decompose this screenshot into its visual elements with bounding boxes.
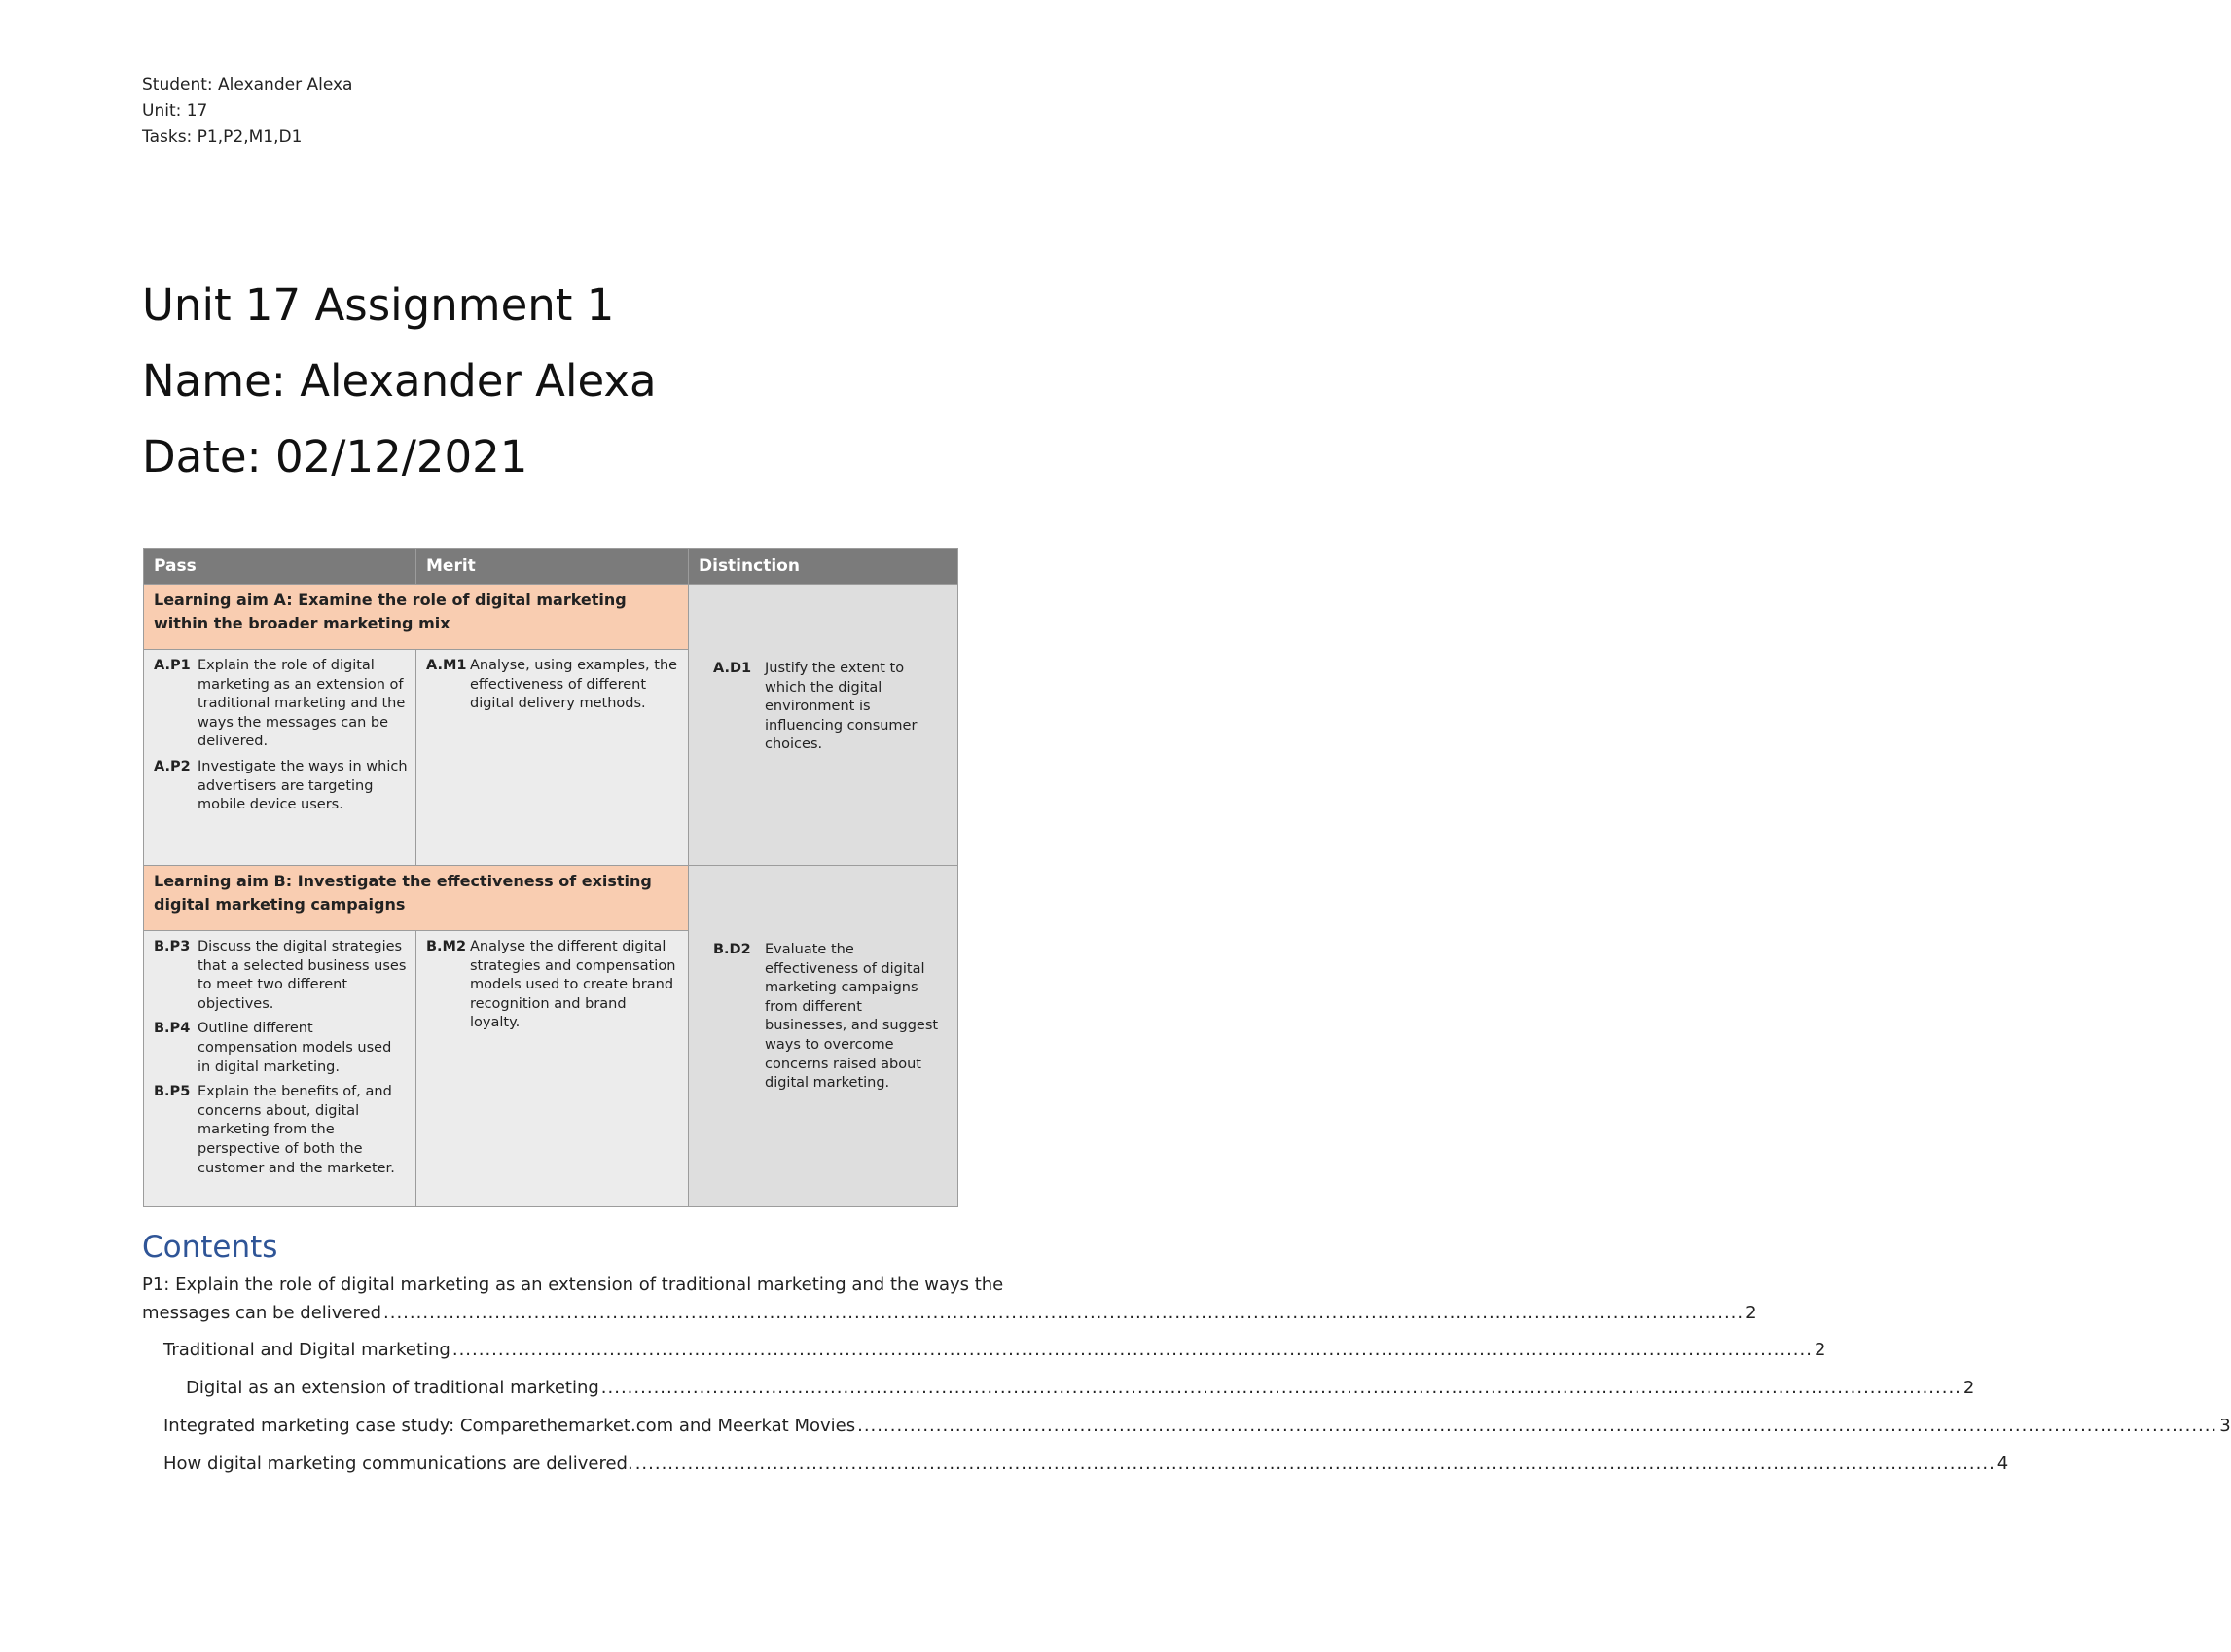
toc-leader-dots: ................................................................................................................................................................................................................ bbox=[600, 1378, 1961, 1398]
student-name-line: Student: Alexander Alexa bbox=[142, 75, 353, 94]
criterion-text: Outline different compensation models used in digital marketing. bbox=[198, 1021, 392, 1075]
toc-entry-label-line2: messages can be delivered bbox=[142, 1303, 382, 1323]
criterion-text: Explain the role of digital marketing as an extension of traditional marketing and the ways the messages can be delivered. bbox=[198, 658, 406, 750]
toc-leader-dots: ................................................................................................................................................................................................................ bbox=[634, 1454, 1996, 1474]
table-of-contents bbox=[142, 1271, 2231, 1478]
student-info bbox=[142, 72, 352, 151]
criterion-text: Analyse, using examples, the effectiveness of different digital delivery methods. bbox=[470, 658, 678, 712]
column-header-pass: Pass bbox=[144, 549, 416, 585]
column-header-distinction: Distinction bbox=[689, 549, 958, 585]
criterion-b-p3 bbox=[154, 938, 408, 1014]
merit-cell-a bbox=[416, 650, 689, 866]
contents-heading: Contents bbox=[142, 1230, 278, 1265]
distinction-cell-b bbox=[689, 866, 958, 1207]
criterion-a-m1 bbox=[426, 657, 680, 714]
criterion-code: B.M2 bbox=[426, 939, 467, 954]
learning-aim-b: Learning aim B: Investigate the effectiveness of existing digital marketing campaigns bbox=[144, 866, 689, 931]
toc-page-number: 4 bbox=[1997, 1454, 2009, 1474]
criterion-code: A.D1 bbox=[713, 661, 752, 676]
tasks-line: Tasks: P1,P2,M1,D1 bbox=[142, 127, 303, 147]
toc-entry-digital-extension[interactable] bbox=[142, 1374, 1975, 1402]
date-line: Date: 02/12/2021 bbox=[142, 431, 528, 483]
toc-leader-dots: ................................................................................................................................................................................................................ bbox=[383, 1303, 1745, 1323]
toc-page-number: 2 bbox=[1814, 1340, 1826, 1360]
criterion-text: Explain the benefits of, and concerns about, digital marketing from the perspective of both the customer and the marketer. bbox=[198, 1084, 395, 1176]
toc-page-number: 2 bbox=[1745, 1303, 1757, 1323]
distinction-cell-a bbox=[689, 585, 958, 866]
toc-entry-delivery[interactable] bbox=[142, 1450, 2009, 1478]
toc-entry-label: How digital marketing communications are delivered. bbox=[163, 1454, 633, 1474]
criterion-b-p5 bbox=[154, 1083, 408, 1178]
toc-leader-dots: ................................................................................................................................................................................................................ bbox=[451, 1340, 1813, 1360]
toc-entry-label: Traditional and Digital marketing bbox=[163, 1340, 450, 1360]
criterion-code: B.P4 bbox=[154, 1021, 191, 1037]
toc-entry-label: Integrated marketing case study: Comparethemarket.com and Meerkat Movies bbox=[163, 1416, 856, 1436]
criterion-b-m2 bbox=[426, 938, 680, 1033]
assignment-title: Unit 17 Assignment 1 bbox=[142, 279, 615, 331]
criterion-code: B.P5 bbox=[154, 1084, 191, 1100]
pass-cell-a bbox=[144, 650, 416, 866]
toc-entry-label-line1: P1: Explain the role of digital marketing as an extension of traditional marketing and the ways the bbox=[142, 1275, 1004, 1295]
criterion-b-p4 bbox=[154, 1020, 408, 1077]
criterion-a-p2 bbox=[154, 758, 408, 815]
criterion-code: A.P2 bbox=[154, 758, 191, 774]
criterion-text: Justify the extent to which the digital environment is influencing consumer choices. bbox=[765, 661, 918, 753]
criterion-text: Analyse the different digital strategies and compensation models used to create brand recognition and brand loyalty. bbox=[470, 939, 676, 1031]
toc-leader-dots: ................................................................................................................................................................................................................ bbox=[857, 1416, 2218, 1436]
criterion-a-p1 bbox=[154, 657, 408, 752]
criterion-code: A.P1 bbox=[154, 658, 191, 673]
criterion-b-d2 bbox=[713, 941, 948, 1094]
toc-page-number: 2 bbox=[1962, 1378, 1975, 1398]
toc-entry-traditional-digital[interactable] bbox=[142, 1336, 1826, 1364]
criterion-code: B.P3 bbox=[154, 939, 191, 954]
title-block bbox=[142, 274, 657, 502]
toc-entry-case-study[interactable] bbox=[142, 1412, 2231, 1440]
criterion-code: B.D2 bbox=[713, 942, 751, 957]
toc-page-number: 3 bbox=[2219, 1416, 2231, 1436]
learning-aim-a: Learning aim A: Examine the role of digital marketing within the broader marketing mix bbox=[144, 585, 689, 650]
name-line: Name: Alexander Alexa bbox=[142, 355, 657, 407]
merit-cell-b bbox=[416, 931, 689, 1207]
criterion-code: A.M1 bbox=[426, 658, 467, 673]
criterion-text: Evaluate the effectiveness of digital marketing campaigns from different businesses, and suggest ways to overcome concerns raised about digital marketing. bbox=[765, 942, 939, 1092]
assessment-criteria-table bbox=[143, 548, 958, 1207]
toc-entry-label: Digital as an extension of traditional marketing bbox=[186, 1378, 599, 1398]
criterion-a-d1 bbox=[713, 660, 948, 755]
criterion-text: Discuss the digital strategies that a selected business uses to meet two different objectives. bbox=[198, 939, 407, 1012]
column-header-merit: Merit bbox=[416, 549, 689, 585]
unit-line: Unit: 17 bbox=[142, 101, 208, 121]
toc-entry-p1[interactable] bbox=[142, 1271, 1757, 1327]
criterion-text: Investigate the ways in which advertisers are targeting mobile device users. bbox=[198, 758, 408, 813]
pass-cell-b bbox=[144, 931, 416, 1207]
